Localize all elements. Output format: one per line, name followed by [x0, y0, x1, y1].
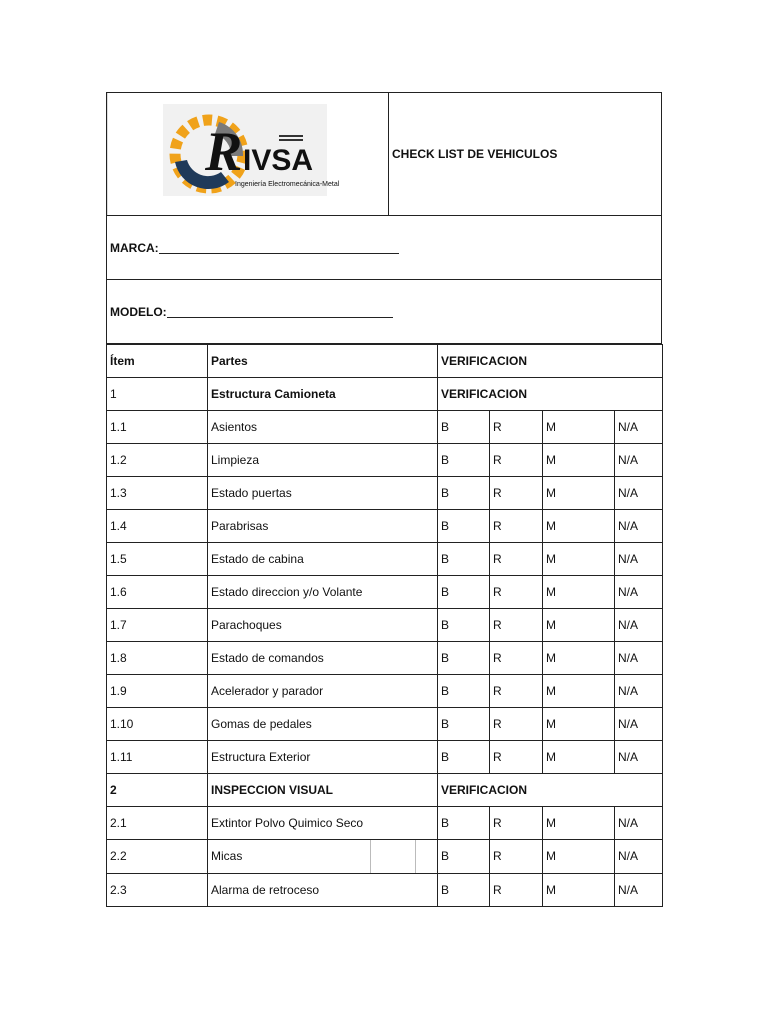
- item-number: 1.9: [107, 675, 208, 708]
- modelo-label: MODELO:: [110, 304, 167, 319]
- option-m[interactable]: M: [543, 807, 615, 840]
- marca-field[interactable]: [106, 216, 662, 280]
- option-r[interactable]: R: [490, 411, 543, 444]
- table-row: [107, 675, 663, 708]
- item-number: 2.2: [107, 840, 208, 874]
- option-na[interactable]: N/A: [615, 642, 663, 675]
- section-name: Estructura Camioneta: [208, 378, 438, 411]
- col-header-verificacion: VERIFICACION: [438, 345, 663, 378]
- option-m[interactable]: M: [543, 576, 615, 609]
- option-r[interactable]: R: [490, 477, 543, 510]
- part-name: Estado direccion y/o Volante: [208, 576, 438, 609]
- part-name: Extintor Polvo Quimico Seco: [208, 807, 438, 840]
- option-m[interactable]: M: [543, 874, 615, 907]
- item-number: 2.3: [107, 874, 208, 907]
- option-b[interactable]: B: [438, 609, 490, 642]
- table-row: [107, 807, 663, 840]
- option-m[interactable]: M: [543, 675, 615, 708]
- part-name: Alarma de retroceso: [208, 874, 438, 907]
- rivsa-logo: [163, 104, 340, 196]
- table-header-row: [107, 345, 663, 378]
- option-na[interactable]: N/A: [615, 444, 663, 477]
- rivsa-logo-graphic: [163, 104, 340, 196]
- modelo-line[interactable]: [167, 305, 393, 318]
- logo-cell: [107, 93, 389, 215]
- section-verificacion: VERIFICACION: [438, 378, 663, 411]
- table-row: [107, 874, 663, 907]
- option-m[interactable]: M: [543, 411, 615, 444]
- option-na[interactable]: N/A: [615, 840, 663, 874]
- table-row: [107, 741, 663, 774]
- part-name: Estado de comandos: [208, 642, 438, 675]
- part-name: Estado de cabina: [208, 543, 438, 576]
- option-r[interactable]: R: [490, 543, 543, 576]
- empty-subcell: [370, 840, 415, 873]
- option-r[interactable]: R: [490, 609, 543, 642]
- item-number: 1.5: [107, 543, 208, 576]
- option-m[interactable]: M: [543, 642, 615, 675]
- table-row: [107, 411, 663, 444]
- option-na[interactable]: N/A: [615, 576, 663, 609]
- option-b[interactable]: B: [438, 543, 490, 576]
- option-r[interactable]: R: [490, 510, 543, 543]
- option-na[interactable]: N/A: [615, 874, 663, 907]
- item-number: 1.3: [107, 477, 208, 510]
- section-verificacion: VERIFICACION: [438, 774, 663, 807]
- option-b[interactable]: B: [438, 708, 490, 741]
- item-number: 1.6: [107, 576, 208, 609]
- table-row: [107, 609, 663, 642]
- option-m[interactable]: M: [543, 840, 615, 874]
- table-row: [107, 444, 663, 477]
- checklist-sheet: [106, 92, 662, 907]
- item-number: 1.10: [107, 708, 208, 741]
- marca-line[interactable]: [159, 241, 399, 254]
- table-row: [107, 576, 663, 609]
- option-r[interactable]: R: [490, 741, 543, 774]
- table-row: [107, 642, 663, 675]
- empty-subcell: [415, 840, 437, 873]
- option-na[interactable]: N/A: [615, 510, 663, 543]
- table-row: [107, 840, 663, 874]
- option-r[interactable]: R: [490, 576, 543, 609]
- section-item: 2: [107, 774, 208, 807]
- checklist-table: [106, 344, 663, 907]
- part-name: Estructura Exterior: [208, 741, 438, 774]
- option-b[interactable]: B: [438, 477, 490, 510]
- part-name: [208, 840, 438, 874]
- table-row: [107, 543, 663, 576]
- option-b[interactable]: B: [438, 874, 490, 907]
- col-header-item: Ítem: [107, 345, 208, 378]
- marca-label: MARCA:: [110, 240, 159, 255]
- option-b[interactable]: B: [438, 411, 490, 444]
- svg-text:IVSA: IVSA: [243, 144, 314, 177]
- option-na[interactable]: N/A: [615, 807, 663, 840]
- item-number: 2.1: [107, 807, 208, 840]
- option-r[interactable]: R: [490, 840, 543, 874]
- part-name: Asientos: [208, 411, 438, 444]
- section-name: INSPECCION VISUAL: [208, 774, 438, 807]
- document-title: CHECK LIST DE VEHICULOS: [392, 147, 558, 161]
- logo-tagline: Ingeniería Electromecánica-Metal: [235, 181, 340, 188]
- option-m[interactable]: M: [543, 444, 615, 477]
- col-header-partes: Partes: [208, 345, 438, 378]
- item-number: 1.2: [107, 444, 208, 477]
- option-na[interactable]: N/A: [615, 675, 663, 708]
- option-b[interactable]: B: [438, 444, 490, 477]
- option-r[interactable]: R: [490, 807, 543, 840]
- option-m[interactable]: M: [543, 708, 615, 741]
- item-number: 1.1: [107, 411, 208, 444]
- section-row: [107, 378, 663, 411]
- part-name: Estado puertas: [208, 477, 438, 510]
- svg-text:R: R: [205, 121, 243, 183]
- option-na[interactable]: N/A: [615, 543, 663, 576]
- table-row: [107, 510, 663, 543]
- option-b[interactable]: B: [438, 510, 490, 543]
- part-name: Acelerador y parador: [208, 675, 438, 708]
- option-na[interactable]: N/A: [615, 477, 663, 510]
- option-r[interactable]: R: [490, 675, 543, 708]
- option-b[interactable]: B: [438, 675, 490, 708]
- option-m[interactable]: M: [543, 543, 615, 576]
- option-m[interactable]: M: [543, 510, 615, 543]
- part-name: Limpieza: [208, 444, 438, 477]
- option-r[interactable]: R: [490, 708, 543, 741]
- part-name: Parabrisas: [208, 510, 438, 543]
- part-name: Parachoques: [208, 609, 438, 642]
- option-r[interactable]: R: [490, 874, 543, 907]
- option-na[interactable]: N/A: [615, 411, 663, 444]
- option-na[interactable]: N/A: [615, 708, 663, 741]
- option-r[interactable]: R: [490, 444, 543, 477]
- header-row: [106, 92, 662, 216]
- option-b[interactable]: B: [438, 576, 490, 609]
- option-m[interactable]: M: [543, 477, 615, 510]
- section-row: [107, 774, 663, 807]
- option-r[interactable]: R: [490, 642, 543, 675]
- option-na[interactable]: N/A: [615, 609, 663, 642]
- table-row: [107, 477, 663, 510]
- part-name: Gomas de pedales: [208, 708, 438, 741]
- section-item: 1: [107, 378, 208, 411]
- option-m[interactable]: M: [543, 741, 615, 774]
- item-number: 1.7: [107, 609, 208, 642]
- option-b[interactable]: B: [438, 840, 490, 874]
- option-na[interactable]: N/A: [615, 741, 663, 774]
- part-label: Micas: [211, 849, 243, 863]
- item-number: 1.11: [107, 741, 208, 774]
- item-number: 1.8: [107, 642, 208, 675]
- modelo-field[interactable]: [106, 280, 662, 344]
- item-number: 1.4: [107, 510, 208, 543]
- option-m[interactable]: M: [543, 609, 615, 642]
- option-b[interactable]: B: [438, 741, 490, 774]
- option-b[interactable]: B: [438, 807, 490, 840]
- table-row: [107, 708, 663, 741]
- option-b[interactable]: B: [438, 642, 490, 675]
